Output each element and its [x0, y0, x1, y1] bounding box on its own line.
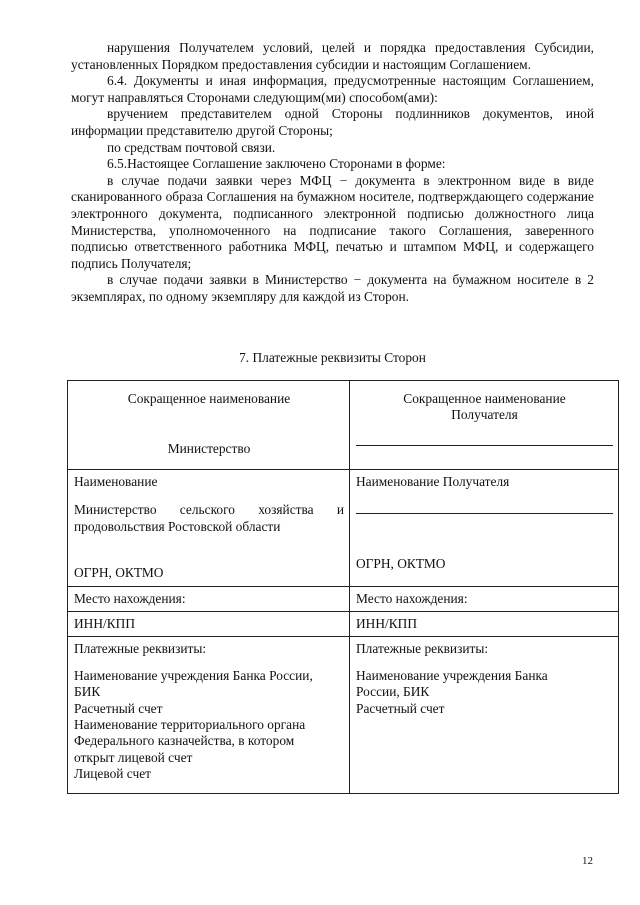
payment-line: Наименование учреждения Банка [356, 667, 548, 683]
table-row [68, 586, 619, 611]
body-text [71, 40, 594, 306]
table-row [68, 637, 619, 794]
page-number: 12 [582, 855, 593, 867]
paragraph: в случае подачи заявки через МФЦ − документа в электронном виде в виде сканированного образа Соглашения на бумажном носителе, подтверждающего содержание электронного документа, подписанного электронной подписью должностного лица Министерства, уполномоченного на подписание такого Соглашения, заверенного подписью ответственного работника МФЦ, печатью и штампом МФЦ, и содержащего подпись Получателя; [71, 172, 594, 271]
payment-line: России, БИК [356, 684, 430, 700]
payment-label: Платежные реквизиты: [356, 641, 489, 657]
recipient-short-name-header-2: Получателя [451, 407, 518, 423]
payment-line: Расчетный счет [356, 700, 445, 716]
name-label: Наименование [74, 474, 158, 489]
inn-label: ИНН/КПП [68, 612, 350, 637]
requisites-table [67, 380, 619, 794]
paragraph: 6.5.Настоящее Соглашение заключено Сторонами в форме: [107, 156, 446, 172]
paragraph: по средствам почтовой связи. [107, 139, 276, 155]
location-label: Место нахождения: [68, 586, 350, 611]
payment-line: Расчетный счет [74, 700, 163, 716]
payment-line: БИК [74, 684, 101, 700]
payment-line: Наименование учреждения Банка России, [74, 667, 313, 683]
ogrn-label: ОГРН, ОКТМО [74, 565, 164, 581]
paragraph: нарушения Получателем условий, целей и порядка предоставления Субсидии, установленных Порядком предоставления субсидии и настоящим Соглашением. [71, 40, 594, 72]
name-value: Министерство сельского хозяйства и [74, 502, 344, 518]
payment-line: Наименование территориального органа [74, 717, 306, 733]
inn-label: ИНН/КПП [350, 612, 619, 637]
signature-line [356, 444, 613, 446]
payment-line: Лицевой счет [74, 766, 152, 782]
name-line [356, 512, 613, 514]
recipient-name-label: Наименование Получателя [356, 474, 510, 489]
ogrn-label: ОГРН, ОКТМО [356, 556, 446, 572]
short-name-header: Сокращенное наименование [127, 391, 291, 406]
paragraph: в случае подачи заявки в Министерство − документа на бумажном носителе в 2 экземплярах, по одному экземпляру для каждой из Сторон. [71, 272, 594, 304]
section-title: 7. Платежные реквизиты Сторон [239, 350, 426, 365]
payment-label: Платежные реквизиты: [74, 641, 207, 657]
table-cell [68, 470, 350, 587]
paragraph: вручением представителем одной Стороны подлинников документов, иной информации представителю другой Стороны; [71, 106, 594, 138]
table-cell [350, 470, 619, 587]
table-cell [68, 381, 350, 470]
table-cell [68, 637, 350, 794]
paragraph: 6.4. Документы и иная информация, предусмотренные настоящим Соглашением, могут направляться Сторонами следующим(ми) способом(ами): [71, 73, 594, 105]
payment-line: открыт лицевой счет [74, 749, 193, 765]
recipient-short-name-header: Сокращенное наименование [403, 391, 566, 406]
table-cell [350, 637, 619, 794]
location-label: Место нахождения: [350, 586, 619, 611]
table-row [68, 470, 619, 587]
table-row [68, 612, 619, 637]
table-cell [350, 381, 619, 470]
name-value: продовольствия Ростовской области [74, 518, 281, 534]
short-name-value: Министерство [167, 441, 251, 457]
payment-line: Федерального казначейства, в котором [74, 733, 295, 749]
table-row [68, 381, 619, 470]
